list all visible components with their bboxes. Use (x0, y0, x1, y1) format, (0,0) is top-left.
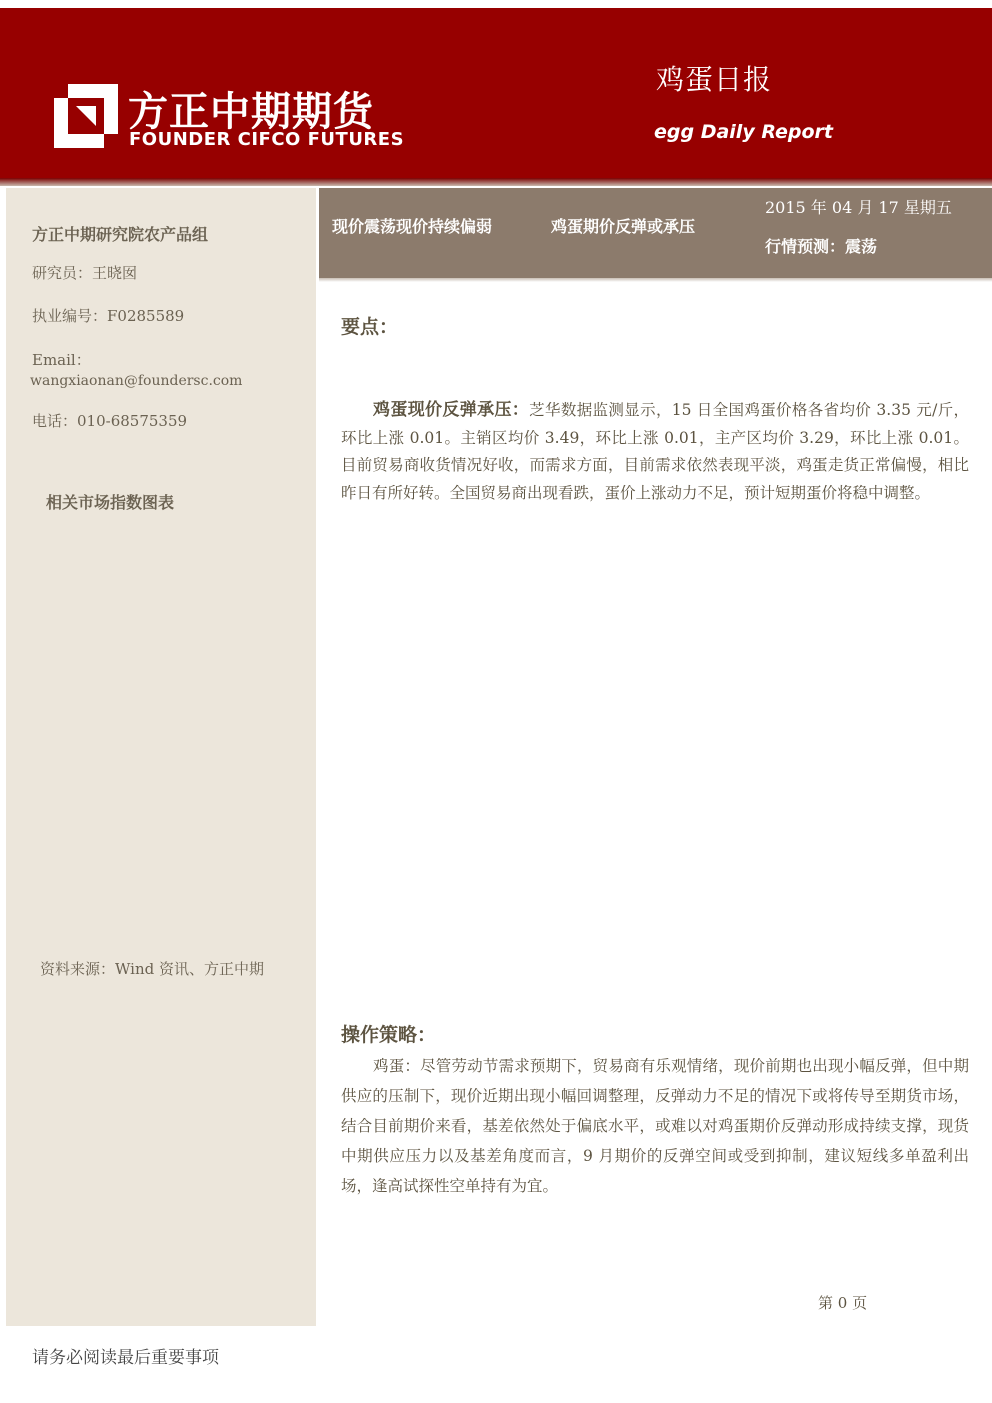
key-points-lead: 鸡蛋现价反弹承压： (373, 400, 530, 420)
phone-number: 电话：010-68575359 (32, 412, 188, 430)
data-source: 资料来源：Wind 资讯、方正中期 (40, 960, 264, 978)
key-points-paragraph (341, 397, 969, 507)
headline-1: 现价震荡现价持续偏弱 (332, 217, 493, 236)
company-name-cn: 方正中期期货 (128, 89, 374, 135)
market-forecast: 行情预测：震荡 (765, 237, 878, 256)
license-number: 执业编号：F0285589 (32, 307, 185, 325)
footer-notice: 请务必阅读最后重要事项 (32, 1348, 219, 1368)
headline-2: 鸡蛋期价反弹或承压 (551, 217, 696, 236)
report-title-cn: 鸡蛋日报 (656, 63, 773, 96)
analyst-name: 研究员：王晓囡 (32, 264, 138, 282)
company-name-en: FOUNDER CIFCO FUTURES (129, 129, 405, 150)
report-date: 2015 年 04 月 17 星期五 (765, 198, 952, 217)
email-label: Email： (32, 351, 91, 369)
strategy-paragraph: 鸡蛋：尽管劳动节需求预期下，贸易商有乐观情绪，现价前期也出现小幅反弹，但中期供应的压制下，现价近期出现小幅回调整理，反弹动力不足的情况下或将传导至期货市场，结合目前期价来看，基差依然处于偏底水平，或难以对鸡蛋期价反弹动形成持续支撑，现货中期供应压力以及基差角度而言，9 月期价的反弹空间或受到抑制，建议短线多单盈利出场，逢高试探性空单持有为宜。 (341, 1057, 969, 1195)
research-group: 方正中期研究院农产品组 (32, 225, 209, 244)
key-points-title: 要点： (341, 316, 399, 338)
charts-section-title: 相关市场指数图表 (46, 493, 175, 512)
headline-bar-shadow (319, 278, 992, 282)
report-title-en: egg Daily Report (654, 121, 833, 143)
email-address[interactable]: wangxiaonan@foundersc.com (30, 373, 243, 389)
company-logo-icon (54, 84, 118, 148)
key-points-text: 芝华数据监测显示，15 日全国鸡蛋价格各省均价 3.35 元/斤，环比上涨 0.01。主销区均价 3.49，环比上涨 0.01，主产区均价 3.29，环比上涨 0.01。目前贸易商收货情况好收，而需求方面，目前需求依然表现平淡，鸡蛋走货正常偏慢，相比昨日有所好转。全国贸易商出现看跌，蛋价上涨动力不足，预计短期蛋价将稳中调整。 (341, 401, 969, 502)
header-divider (0, 178, 992, 186)
strategy-title: 操作策略： (341, 1024, 437, 1046)
page-number: 第 0 页 (818, 1294, 868, 1312)
